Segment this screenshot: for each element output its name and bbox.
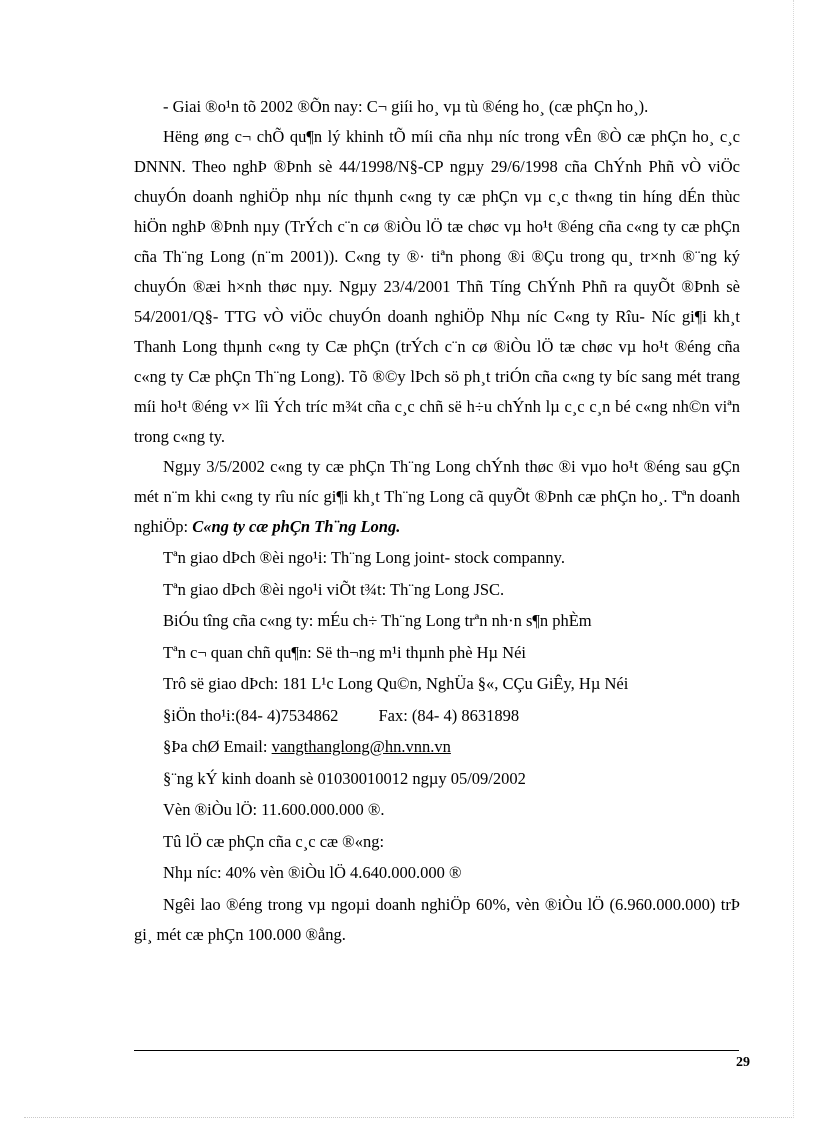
shareholding-ratio-title: Tû lÖ cæ phÇn cña c¸c cæ ®«ng: (163, 831, 385, 851)
contact-line (134, 700, 740, 732)
email-label: §Þa chØ Email: (163, 737, 272, 756)
charter-capital: Vèn ®iÒu lÖ: 11.600.000.000 ®. (163, 800, 385, 819)
page-bottom-border (24, 1117, 794, 1118)
business-registration: §¨ng kÝ kinh doanh sè 01030010012 ngµy 05/09/2002 (163, 768, 526, 788)
governing-body: Tªn c¬ quan chñ qu¶n: Së th¬ng m¹i thµnh phè Hµ Néi (163, 642, 527, 662)
paragraph-founding (134, 452, 740, 542)
founding-text: Ngµy 3/5/2002 c«ng ty cæ phÇn Th¨ng Long chÝnh thøc ®i vµo ho¹t ®éng sau gÇn mét n¨m khi c«ng ty rîu níc gi¶i kh¸t Th¨ng Long cã quyÕt ®Þnh cæ phÇn ho¸. Tªn doanh nghiÖp: (134, 457, 740, 536)
email-link[interactable]: vangthanglong@hn.vnn.vn (271, 737, 451, 756)
company-name: C«ng ty cæ phÇn Th¨ng Long. (192, 517, 401, 536)
paragraph-equitization: Hëng øng c¬ chÕ qu¶n lý khinh tÕ míi cña nhµ níc trong vÊn ®Ò cæ phÇn ho¸ c¸c DNNN. Theo nghÞ ®Þnh sè 44/1998/N§-CP ngµy 29/6/1998 cña ChÝnh Phñ vÒ viÖc chuyÓn doanh nghiÖp nhµ níc thµnh c«ng ty cæ phÇn vµ c¸c th«ng tin híng dÉn thùc hiÖn nghÞ ®Þnh nµy (TrÝch c¨n cø ®iÒu lÖ tæ chøc vµ ho¹t ®éng cña c«ng ty cæ phÇn cña Th¨ng Long (n¨m 2001)). C«ng ty ®· tiªn phong ®i ®Çu trong qu¸ tr×nh ®¨ng ký chuyÓn ®æi h×nh thøc nµy. Ngµy 23/4/2001 Thñ Tíng ChÝnh Phñ ra quyÕt ®Þnh sè 54/2001/Q§- TTG vÒ viÖc chuyÓn doanh nghiÖp Nhµ níc C«ng ty Rîu- Níc gi¶i kh¸t Thanh Long thµnh c«ng ty Cæ phÇn (trÝch c¨n cø ®iÒu lÖ tæ chøc vµ ho¹t ®éng cña c«ng ty Cæ phÇn Th¨ng Long). Tõ ®©y lÞch sö ph¸t triÓn cña c«ng ty bíc sang mét trang míi ho¹t ®éng v× lîi Ých tríc m¾t cña c¸c chñ së h÷u chÝnh lµ c¸c c¸n bé c«ng nh©n viªn trong c«ng ty. (134, 127, 740, 446)
page-number: 29 (736, 1055, 750, 1070)
state-share: Nhµ níc: 40% vèn ®iÒu lÖ 4.640.000.000 ® (163, 863, 462, 882)
headquarters-address: Trô së giao dÞch: 181 L¹c Long Qu©n, NghÜa §«, CÇu GiÊy, Hµ Néi (163, 674, 629, 693)
paragraph-period-2002: - Giai ®o¹n tõ 2002 ®Õn nay: C¬ giíi ho¸ vµ tù ®éng ho¸ (cæ phÇn ho¸). (163, 97, 649, 116)
company-logo-description: BiÓu tîng cña c«ng ty: mÉu ch÷ Th¨ng Long trªn nh·n s¶n phÈm (163, 611, 592, 630)
trade-name: Tªn giao dÞch ®èi ngo¹i: Th¨ng Long joint- stock companny. (163, 548, 565, 567)
body-text (134, 92, 740, 950)
page-right-border (793, 0, 794, 1118)
email-line (134, 731, 740, 763)
phone-number: §iÖn tho¹i:(84- 4)7534862 (163, 705, 339, 725)
footer-rule (134, 1050, 739, 1051)
fax-number: Fax: (84- 4) 8631898 (378, 705, 520, 725)
trade-name-short: Tªn giao dÞch ®èi ngo¹i viÕt t¾t: Th¨ng Long JSC. (163, 579, 505, 599)
paragraph-worker-share: Ngêi lao ®éng trong vµ ngoµi doanh nghiÖp 60%, vèn ®iÒu lÖ (6.960.000.000) trÞ gi¸ mét cæ phÇn 100.000 ®ång. (134, 894, 740, 944)
